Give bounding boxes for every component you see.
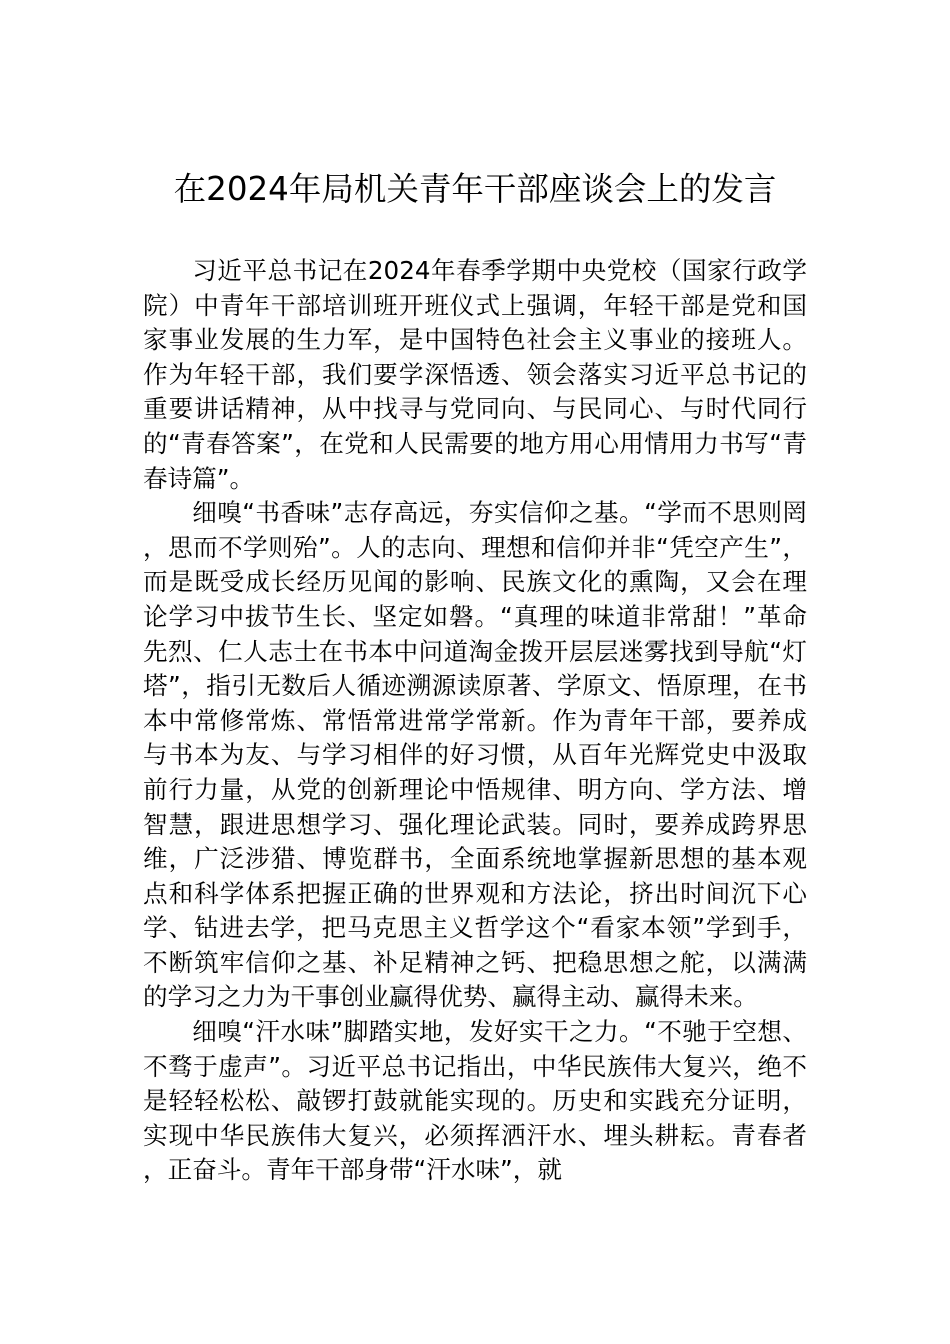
document-title: 在2024年局机关青年干部座谈会上的发言	[173, 170, 777, 208]
document-body	[143, 254, 807, 1188]
paragraph-3: 细嗅“汗水味”脚踏实地，发好实干之力。“不驰于空想、不骛于虚声”。习近平总书记指出，中华民族伟大复兴，绝不是轻轻松松、敲锣打鼓就能实现的。历史和实践充分证明，实现中华民族伟大复兴，必须挥洒汗水、埋头耕耘。青春者，正奋斗。青年干部身带“汗水味”，就	[143, 1017, 807, 1185]
paragraph-2: 细嗅“书香味”志存高远，夯实信仰之基。“学而不思则罔，思而不学则殆”。人的志向、理想和信仰并非“凭空产生”，而是既受成长经历见闻的影响、民族文化的熏陶，又会在理论学习中拔节生长、坚定如磐。“真理的味道非常甜！”革命先烈、仁人志士在书本中问道淘金拨开层层迷雾找到导航“灯塔”，指引无数后人循迹溯源读原著、学原文、悟原理，在书本中常修常炼、常悟常进常学常新。作为青年干部，要养成与书本为友、与学习相伴的好习惯，从百年光辉党史中汲取前行力量，从党的创新理论中悟规律、明方向、学方法、增智慧，跟进思想学习、强化理论武装。同时，要养成跨界思维，广泛涉猎、博览群书，全面系统地掌握新思想的基本观点和科学体系把握正确的世界观和方法论，挤出时间沉下心学、钻进去学，把马克思主义哲学这个“看家本领”学到手，不断筑牢信仰之基、补足精神之钙、把稳思想之舵，以满满的学习之力为干事创业赢得优势、赢得主动、赢得未来。	[143, 498, 807, 1012]
paragraph-1: 习近平总书记在2024年春季学期中央党校（国家行政学院）中青年干部培训班开班仪式上强调，年轻干部是党和国家事业发展的生力军，是中国特色社会主义事业的接班人。作为年轻干部，我们要学深悟透、领会落实习近平总书记的重要讲话精神，从中找寻与党同向、与民同心、与时代同行的“青春答案”，在党和人民需要的地方用心用情用力书写“青春诗篇”。	[143, 256, 807, 493]
